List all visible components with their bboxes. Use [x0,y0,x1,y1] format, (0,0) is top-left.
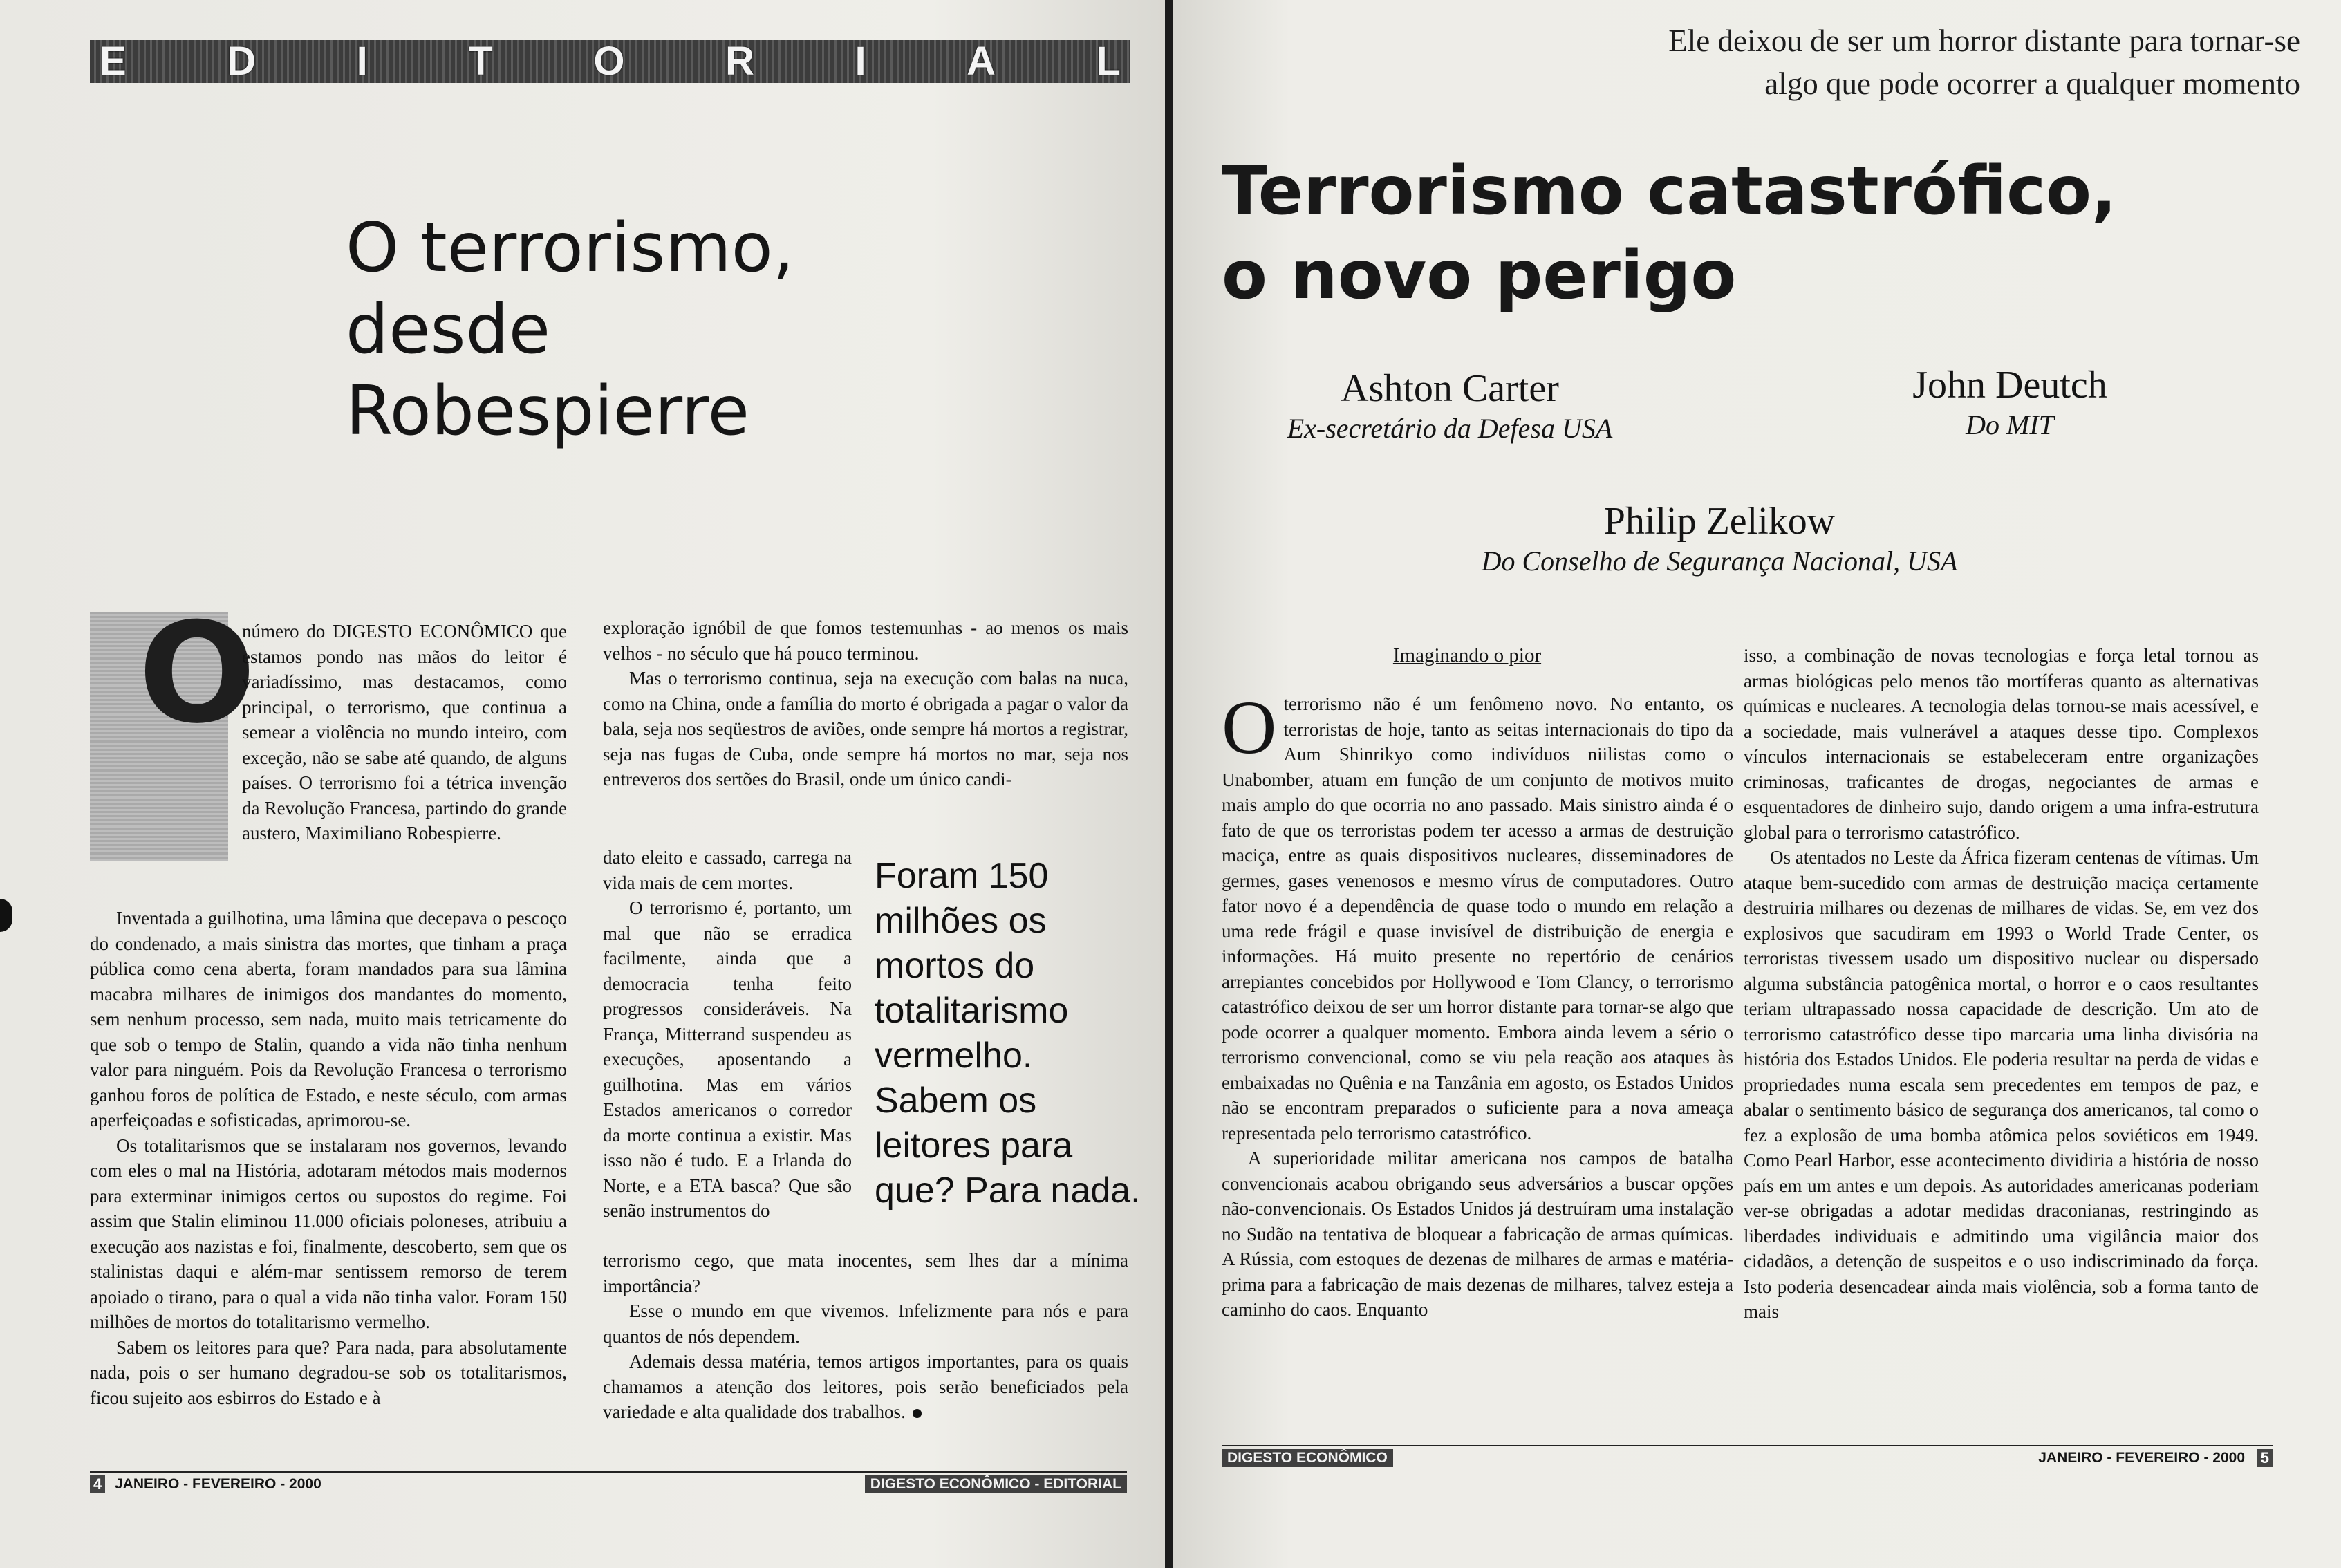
pull-quote-line: totalitarismo [875,991,1069,1031]
title-line: Terrorismo catastrófico, [1222,152,2117,230]
left-page-footer [90,1471,1127,1492]
article-paragraph: isso, a combinação de novas tecnologias e força letal tornou as armas biológicas pelo menos tão mortíferas quanto as alternativas químicas e nucleares. A tecnologia delas tornou-se mais acessível, e a sociedade, mais vulnerável a ataques desse tipo. Complexos vínculos internacionais se estabeleceram entre organizações criminosas, traficantes de drogas, negociantes de armas e esquentadores de dinheiro sujo, dando origem a uma infra-estrutura global para o terrorismo catastrófico. [1744,645,2259,843]
left-page [0,0,1165,1568]
issue-date: JANEIRO - FEVEREIRO - 2000 [115,1476,321,1492]
issue-date: JANEIRO - FEVEREIRO - 2000 [2038,1450,2245,1466]
dropcap-letter: O [1222,685,1277,769]
editorial-paragraph: Inventada a guilhotina, uma lâmina que decepava o pescoço do condenado, a mais sinistra das mortes, que tinham a praça pública como cena aberta, foram mandados para sua lâmina macabra milhares de inimigos dos mandantes do momento, sem nenhum processo, sem nada, muito mais tetricamente do que sob o tempo de Stalin, quando a vida não tinha nenhum valor para ninguém. Pois da Revolução Francesa o terrorismo ganhou foros de política de Estado, e neste século, com armas aperfeiçoadas e sofisticadas, aprimorou-se. [90,908,567,1130]
author-affiliation: Do Conselho de Segurança Nacional, USA [1481,545,1958,577]
title-line: desde [346,290,551,369]
banner-letter: E [100,39,127,84]
editorial-paragraph: dato eleito e cassado, carrega na vida mais de cem mortes. [603,847,852,893]
author-name: John Deutch [1912,364,2107,407]
author-affiliation: Ex-secretário da Defesa USA [1287,413,1613,444]
banner-letter: L [1096,39,1121,84]
pull-quote-line: mortos do [875,946,1035,986]
editorial-paragraph: número do DIGESTO ECONÔMICO que estamos pondo nas mãos do leitor é variadíssimo, mas destacamos, como principal, o terrorismo, que continua a semear a violência no mundo inteiro, com exceção, não se sabe até quando, de alguns países. O terrorismo foi a tétrica invenção da Revolução Francesa, partindo do grande austero, Maximiliano Robespierre. [242,621,567,843]
author-ashton-carter [1249,366,1650,447]
editorial-title [346,207,968,452]
title-line: o novo perigo [1222,236,1737,314]
section-tag: DIGESTO ECONÔMICO - EDITORIAL [865,1475,1127,1493]
title-line: Robespierre [346,372,749,451]
banner-letter: A [967,39,996,84]
editorial-paragraph: exploração ignóbil de que fomos testemunhas - ao menos os mais velhos - no século que há pouco terminou. [603,617,1128,664]
end-of-article-icon [913,1409,922,1418]
article-paragraph: terrorismo não é um fenômeno novo. No entanto, os terroristas de hoje, tanto as seitas internacionais do tipo da Aum Shinrikyo como indivíduos niilistas como o Unabomber, atuam em função de um conjunto de motivos muito mais amplo do que ocorria no ano passado. Mais sinistro ainda é o fato de que os terroristas podem ter acesso a armas de destruição maciça, entre as quais dispositivos nucleares, disseminadores de germes, gases venenosos e mesmo vírus de computadores. Outro fator novo é a dependência de quase todo o mundo em relação a uma rede frágil e quase invisível de distribuição de energia e informações. Há muito presente no repertório de cenários arrepiantes concebidos por Hollywood e Tom Clancy, o terrorismo catastrófico deixou de ser um horror distante para tornar-se algo que pode ocorrer a qualquer momento. Embora ainda levem a sério o terrorismo convencional, como se viu pela reação aos ataques às embaixadas no Quênia e na Tanzânia em agosto, os Estados Unidos não se encontram preparados o suficiente para a nova ameaça representada pelo terrorismo catastrófico. [1222,693,1733,1144]
page-number: 4 [90,1475,105,1493]
banner-letter: I [855,39,866,84]
pull-quote-line: leitores para [875,1126,1073,1166]
pull-quote-line: milhões os [875,901,1047,941]
title-line: O terrorismo, [346,209,794,288]
pull-quote-line: que? Para nada. [875,1170,1141,1211]
binding-gutter [1165,0,1173,1568]
editorial-paragraph: Os totalitarismos que se instalaram nos governos, levando com eles o mal na História, adotaram métodos mais modernos para exterminar inimigos certos ou supostos do regime. Foi assim que Stalin eliminou 11.000 oficiais poloneses, atribuiu a execução aos nazistas e foi, finalmente, descoberto, sem que os stalinistas daqui e além-mar sentissem remorso de terem apoiado o tirano, para o qual a vida não tinha valor. Foram 150 milhões de mortos do totalitarismo vermelho. [90,1135,567,1332]
banner-letter: I [356,39,368,84]
pull-quote-line: vermelho. [875,1036,1033,1076]
page-number: 5 [2257,1449,2273,1467]
article-deck [1401,19,2300,105]
pull-quote [875,854,1141,1213]
pull-quote-line: Sabem os [875,1081,1037,1121]
editorial-paragraph: Sabem os leitores para que? Para nada, para absolutamente nada, pois o ser humano degradou-se sob os totalitarismos, ficou sujeito aos esbirros do Estado e à [90,1336,567,1408]
section-tag: DIGESTO ECONÔMICO [1222,1449,1393,1467]
editorial-column-1 [90,906,567,1410]
banner-letter: R [725,39,754,84]
article-column-1 [1222,685,1733,1323]
editorial-column-2-top [603,615,1128,792]
article-paragraph: A superioridade militar americana nos campos de batalha convencionais acabou obrigando seus adversários a buscar opções não-convencionais. Os Estados Unidos já destruíram uma instalação no Sudão na tentativa de bloquear a fabricação de armas químicas. A Rússia, com estoques de dezenas de milhares de armas e matéria-prima para a fabricação de mais dezenas de milhares, talvez esteja a caminho do caos. Enquanto [1222,1148,1733,1320]
dropcap-letter: O [138,593,257,754]
pull-quote-line: Foram 150 [875,856,1049,896]
deck-line: Ele deixou de ser um horror distante para tornar-se [1668,24,2300,58]
editorial-paragraph: Esse o mundo em que vivemos. Infelizmente para nós e para quantos de nós dependem. [603,1300,1128,1347]
editorial-column-2-narrow [603,845,852,1224]
author-name: Philip Zelikow [1603,500,1836,543]
article-column-2 [1744,643,2259,1325]
author-name: Ashton Carter [1341,367,1559,410]
article-title [1222,149,2259,317]
footer-rule [1222,1445,2273,1446]
author-affiliation: Do MIT [1966,409,2054,440]
right-page [1173,0,2341,1568]
footer-rule [90,1471,1127,1473]
editorial-paragraph: Mas o terrorismo continua, seja na execução com balas na nuca, como na China, onde a família do morto é obrigada a pagar o valor da bala, seja nos seqüestros de aviões, onde sempre há mortos a registrar, seja nas fugas de Cuba, onde sempre há mortos no mar, seja nos entreveros dos sertões do Brasil, onde um único candi- [603,668,1128,790]
banner-letter: D [227,39,257,84]
author-philip-zelikow [1374,499,2065,579]
article-paragraph: Os atentados no Leste da África fizeram centenas de vítimas. Um ataque bem-sucedido com armas de destruição maciça certamente destruiria milhares ou dezenas de milhares de vidas. Se, em vez dos explosivos que sacudiram em 1993 o World Trade Center, os terroristas tivessem usado um dispositivo nuclear ou dispersado alguma substância patogênica mortal, o horror e o caos resultantes teriam ultrapassado nossa capacidade de descrição. Um ato de terrorismo catastrófico desse tipo marcaria uma linha divisória na história dos Estados Unidos. Ele poderia resultar na perda de vidas e propriedades numa escala sem precedentes em tempos de paz, e abalar o sentimento básico de segurança dos americanos, tal como o fez a explosão de uma bomba atômica pelos soviéticos em 1949. Como Pearl Harbor, esse acontecimento dividiria a história de nosso país em um antes e um depois. As autoridades americanas poderiam ver-se obrigadas a adotar medidas draconianas, restringindo as liberdades individuais e admitindo uma vigilância maior dos cidadãos, a detenção de suspeitos e o uso indiscriminado da força. Isto poderia desencadear ainda mais violência, sob a forma tanto de mais [1744,847,2259,1322]
editorial-paragraph: Ademais dessa matéria, temos artigos importantes, para os quais chamamos a atenção dos leitores, pois serão beneficiados pela variedade e alta qualidade dos trabalhos. [603,1351,1128,1422]
banner-letter: O [593,39,625,84]
editorial-paragraph: O terrorismo é, portanto, um mal que não se erradica facilmente, ainda que a democracia tenha feito progressos consideráveis. Na França, Mitterrand suspendeu as execuções, aposentando a guilhotina. Mas em vários Estados americanos o corredor da morte continua a existir. Mas isso não é tudo. E a Irlanda do Norte, e a ETA basca? Que são senão instrumentos do [603,897,852,1221]
banner-letter: T [468,39,493,84]
binding-mark [0,899,12,932]
author-john-deutch [1816,363,2203,443]
editorial-paragraph: terrorismo cego, que mata inocentes, sem lhes dar a mínima importância? [603,1250,1128,1296]
right-page-footer [1222,1445,2273,1473]
section-heading: Imaginando o pior [1392,644,1542,666]
editorial-banner [90,40,1130,83]
editorial-column-2-bottom [603,1248,1128,1425]
deck-line: algo que pode ocorrer a qualquer momento [1764,66,2300,101]
